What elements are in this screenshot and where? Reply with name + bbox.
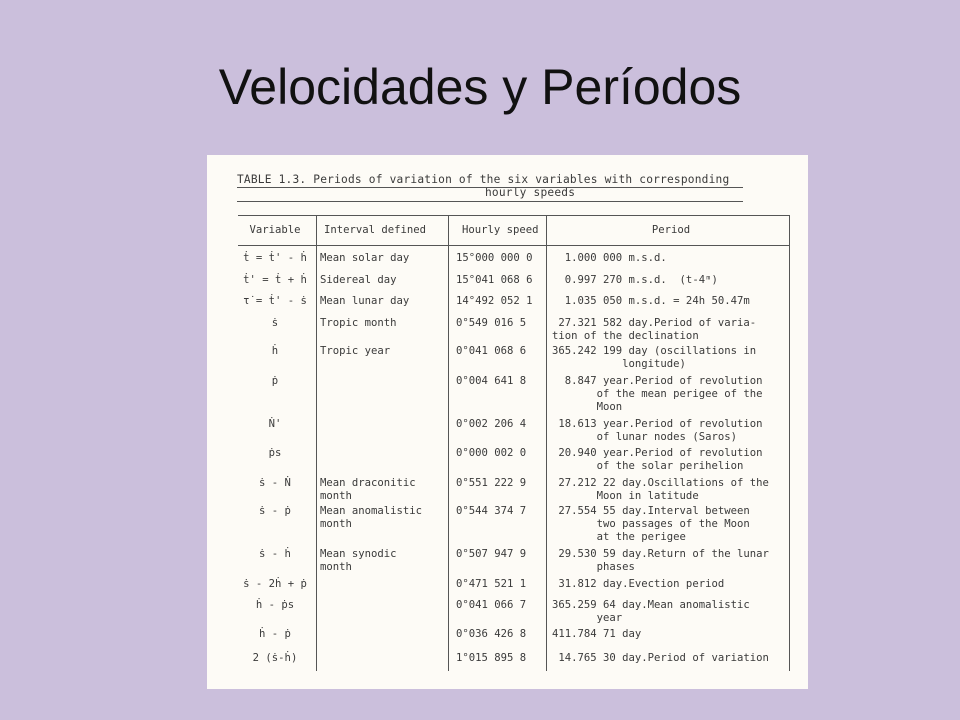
row-variable: τ̇ = ṫ' - ṡ — [243, 295, 307, 307]
row-period: 365.242 199 day (oscillations in longitude) — [552, 345, 757, 370]
slide-title: Velocidades y Períodos — [218, 59, 742, 115]
row-interval: Tropic year — [320, 345, 391, 357]
row-period: 29.530 59 day.Return of the lunar phases — [558, 548, 769, 573]
row-variable: ḣ - ṗ — [259, 628, 291, 640]
row-speed: 0°507 947 9 — [456, 548, 527, 560]
row-speed: 0°000 002 0 — [456, 447, 527, 459]
row-variable: ṡ - Ṅ — [259, 477, 291, 489]
row-period: 8.847 year.Period of revolution of the mean perigee of the Moon — [564, 375, 763, 413]
row-speed: 0°002 206 4 — [456, 418, 527, 430]
caption-underline-2 — [237, 201, 743, 202]
row-speed: 14°492 052 1 — [456, 295, 533, 307]
row-period: 365.259 64 day.Mean anomalistic year — [552, 599, 750, 624]
row-interval: Mean anomalistic month — [320, 505, 423, 530]
row-period: 1.035 050 m.s.d. = 24h 50.47m — [552, 295, 750, 307]
row-period: 27.321 582 day.Period of varia- tion of the declination — [552, 317, 757, 342]
row-period: 411.784 71 day — [552, 628, 642, 640]
row-variable: Ṅ' — [268, 418, 282, 430]
row-speed: 0°549 016 5 — [456, 317, 527, 329]
row-variable: ḣ - ṗs — [255, 599, 295, 611]
row-variable: 2 (ṡ-ḣ) — [252, 652, 298, 664]
caption-underline-1 — [237, 187, 743, 188]
table-caption-line-1: TABLE 1.3. Periods of variation of the six variables with corresponding — [237, 173, 730, 186]
table-caption-line-2: hourly speeds — [485, 186, 576, 199]
row-speed: 0°551 222 9 — [456, 477, 527, 489]
row-period: 27.212 22 day.Oscillations of the Moon in latitude — [558, 477, 769, 502]
table-header-rule — [238, 245, 790, 246]
row-speed: 0°004 641 8 — [456, 375, 527, 387]
row-interval: Mean lunar day — [320, 295, 410, 307]
row-speed: 0°544 374 7 — [456, 505, 527, 517]
table-top-rule — [238, 215, 790, 216]
row-interval: Mean solar day — [320, 252, 410, 264]
row-variable: ṡ — [271, 317, 279, 329]
row-speed: 1°015 895 8 — [456, 652, 527, 664]
row-period: 0.997 270 m.s.d. (t-4ᵐ) — [552, 274, 718, 286]
header-interval: Interval defined — [324, 224, 427, 236]
row-period: 14.765 30 day.Period of variation — [552, 652, 769, 664]
row-variable: ṫ' = ṫ + ḣ — [243, 274, 307, 286]
row-variable: ṡ - 2ḣ + ṗ — [243, 578, 307, 590]
row-speed: 0°041 066 7 — [456, 599, 527, 611]
periods-table — [238, 215, 790, 671]
row-period: 18.613 year.Period of revolution of lunar nodes (Saros) — [558, 418, 763, 443]
header-period: Period — [651, 224, 691, 236]
row-interval: Tropic month — [320, 317, 397, 329]
row-variable: ṗ — [271, 375, 279, 387]
row-speed: 0°471 521 1 — [456, 578, 527, 590]
row-speed: 15°000 000 0 — [456, 252, 533, 264]
row-speed: 0°041 068 6 — [456, 345, 527, 357]
row-interval: Mean draconitic month — [320, 477, 416, 502]
header-speed: Hourly speed — [462, 224, 539, 236]
row-speed: 15°041 068 6 — [456, 274, 533, 286]
row-variable: ḣ — [271, 345, 279, 357]
scanned-table-image — [207, 155, 808, 689]
row-period: 31.812 day.Evection period — [552, 578, 725, 590]
row-speed: 0°036 426 8 — [456, 628, 527, 640]
header-variable: Variable — [249, 224, 301, 236]
row-interval: Sidereal day — [320, 274, 397, 286]
row-period: 1.000 000 m.s.d. — [552, 252, 667, 264]
table-caption — [237, 173, 757, 199]
column-divider — [316, 215, 317, 671]
row-period: 27.554 55 day.Interval between two passages of the Moon at the perigee — [558, 505, 750, 543]
column-divider — [448, 215, 449, 671]
row-variable: ṡ - ṗ — [259, 505, 291, 517]
row-variable: ṫ = ṫ' - ḣ — [243, 252, 307, 264]
row-interval: Mean synodic month — [320, 548, 397, 573]
row-variable: ṗs — [268, 447, 282, 459]
row-period: 20.940 year.Period of revolution of the solar perihelion — [558, 447, 763, 472]
row-variable: ṡ - ḣ — [259, 548, 291, 560]
